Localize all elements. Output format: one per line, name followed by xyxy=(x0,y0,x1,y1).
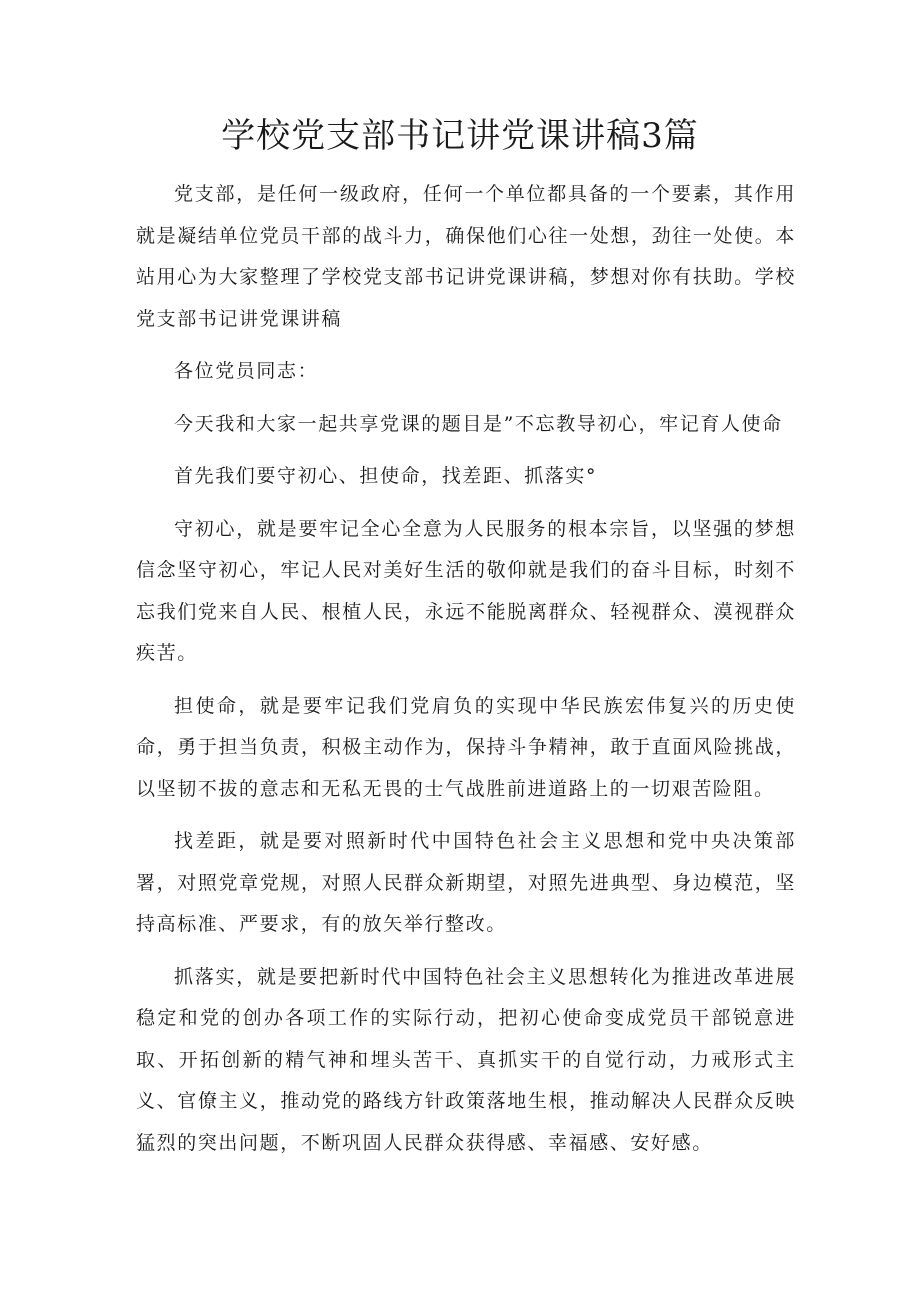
document-title: 学校党支部书记讲党课讲稿3篇 xyxy=(221,116,699,156)
paragraph-topic: 今天我和大家一起共享党课的题目是”不忘教导初心，牢记育人使命 xyxy=(174,412,783,435)
paragraph-implementation: 抓落实，就是要把新时代中国特色社会主义思想转化为推进改革进展稳定和党的创办各项工作的实际行动，把初心使命变成党员干部锐意进取、开拓创新的精气神和埋头苦干、真抓实干的自觉行动，力戒形式主义、官僚主义，推动党的路线方针政策落地生根，推动解决人民群众反映猛烈的突出问题，不断巩固人民群众获得感、幸福感、安好感。 xyxy=(136,965,796,1154)
paragraph-keep-original-aspiration: 守初心，就是要牢记全心全意为人民服务的根本宗旨，以坚强的梦想信念坚守初心，牢记人民对美好生活的敬仰就是我们的奋斗目标，时刻不忘我们党来自人民、根植人民，永远不能脱离群众、轻视群众、漠视群众疾苦。 xyxy=(136,517,796,664)
paragraph-salutation: 各位党员同志： xyxy=(174,360,319,382)
paragraph-overview: 首先我们要守初心、担使命，找差距、抓落实° xyxy=(174,465,598,487)
paragraph-find-gaps: 找差距，就是要对照新时代中国特色社会主义思想和党中央决策部署，对照党章党规，对照人民群众新期望，对照先进典型、身边模范，坚持高标准、严要求，有的放矢举行整改。 xyxy=(136,830,796,935)
document-body xyxy=(136,174,796,1175)
paragraph-shoulder-mission: 担使命，就是要牢记我们党肩负的实现中华民族宏伟复兴的历史使命，勇于担当负责，积极主动作为，保持斗争精神，敢于直面风险挑战，以坚韧不拔的意志和无私无畏的士气战胜前进道路上的一切艰苦险阻。 xyxy=(136,694,796,800)
paragraph-intro: 党支部，是任何一级政府，任何一个单位都具备的一个要素，其作用就是凝结单位党员干部的战斗力，确保他们心往一处想，劲往一处使。本站用心为大家整理了学校党支部书记讲党课讲稿，梦想对你有扶助。学校党支部书记讲党课讲稿 xyxy=(136,183,796,330)
